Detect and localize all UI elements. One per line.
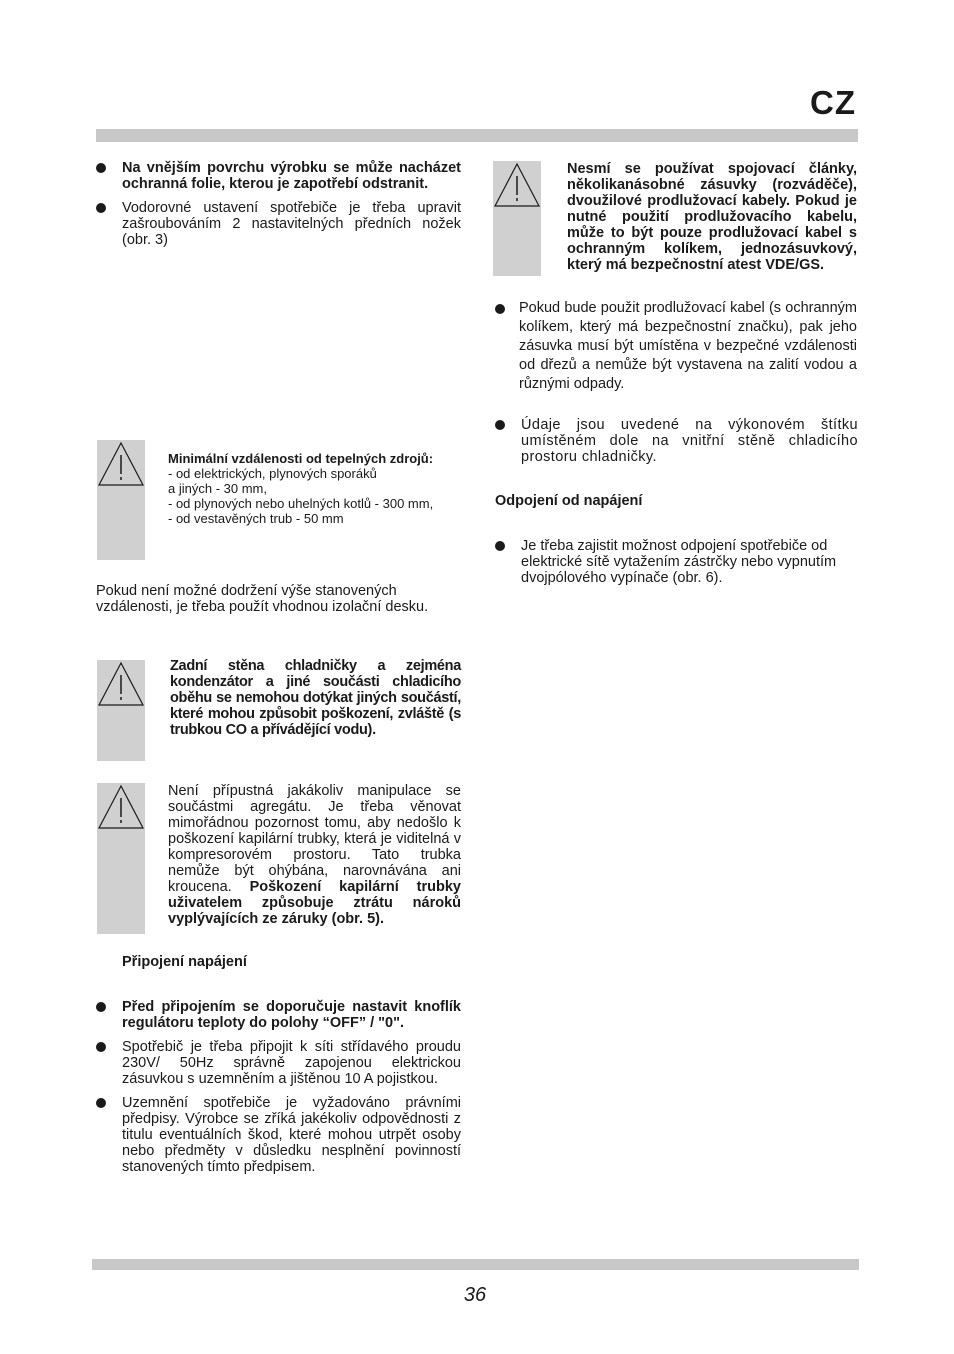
capillary-warning-bold: Poškození kapilární trubky uživatelem způsobuje ztrátu nároků vyplývajících ze záruky (obr. 5).: [168, 879, 461, 927]
page-number: 36: [463, 1284, 487, 1306]
capillary-warning: [168, 783, 461, 927]
note-line: - od elektrických, plynových sporáků: [168, 466, 377, 481]
list-item: Spotřebič je třeba připojit k síti střídavého proudu 230V/ 50Hz správně zapojenou elektrickou zásuvkou s uzemněním a jištěnou 10 A pojistkou.: [96, 1039, 461, 1087]
power-bullet-list: [96, 999, 461, 1183]
warning-box: [493, 161, 541, 276]
extension-cable-warning: Nesmí se používat spojovací články, několikanásobné zásuvky (rozváděče), dvoužilové prodlužovací kabely. Pokud je nutné použití prodlužovacího kabelu, může to být pouze prodlužovací kabel s ochranným kolíkem, jednozásuvkový, který má bezpečnostní atest VDE/GS.: [567, 161, 857, 273]
note-line: - od vestavěných trub - 50 mm: [168, 511, 344, 526]
list-item: Pokud bude použit prodlužovací kabel (s ochranným kolíkem, který má bezpečnostní značku), pak jeho zásuvka musí být umístěna v bezpečné vzdálenosti od dřezů a nemůže být vystavena na zalití vodou a různými odpady.: [495, 299, 857, 394]
footer-divider: [92, 1259, 859, 1270]
note-line: a jiných - 30 mm,: [168, 481, 267, 496]
list-item: Na vnějším povrchu výrobku se může nacházet ochranná folie, kterou je zapotřebí odstranit.: [96, 160, 461, 192]
list-item: Je třeba zajistit možnost odpojení spotřebiče od elektrické sítě vytažením zástrčky nebo vypnutím dvojpólového vypínače (obr. 6).: [495, 538, 858, 586]
bullet-icon: [96, 1042, 106, 1052]
right-bullet-list-1: [495, 299, 857, 402]
back-wall-warning: Zadní stěna chladničky a zejména kondenzátor a jiné součásti chladicího oběhu se nemohou dotýkat jiných součástí, které mohou způsobit poškození, zvláště (s trubkou CO a přívádějící vodu).: [170, 658, 461, 738]
right-bullet-list-2: [495, 417, 858, 473]
list-item: Před připojením se doporučuje nastavit knoflík regulátoru teploty do polohy “OFF” / "0".: [96, 999, 461, 1031]
list-item: Uzemnění spotřebiče je vyžadováno právními předpisy. Výrobce se zříká jakékoliv odpovědnosti z titulu eventuálních škod, které mohou utrpět osoby nebo předměty v důsledku nesplnění povinností stanovených tímto předpisem.: [96, 1095, 461, 1175]
language-code: CZ: [810, 84, 856, 121]
list-item: Vodorovné ustavení spotřebiče je třeba upravit zašroubováním 2 nastavitelných předních nožek (obr. 3): [96, 200, 461, 248]
capillary-warning-text: Není přípustná jakákoliv manipulace se součástmi agregátu. Je třeba věnovat mimořádnou pozornost tomu, aby nedošlo k poškození kapilární trubky, která je viditelná v kompresorovém prostoru. Tato trubka nemůže být ohýbána, narovnávána ani kroucena.: [168, 783, 461, 895]
warning-triangle-icon: [493, 161, 541, 211]
section-heading: Připojení napájení: [122, 954, 247, 970]
bullet-icon: [96, 203, 106, 213]
bullet-icon: [495, 304, 505, 314]
bullet-icon: [96, 163, 106, 173]
header-divider: [96, 129, 858, 142]
min-distance-note: [168, 451, 468, 526]
list-item: Údaje jsou uvedené na výkonovém štítku umístěném dole na vnitřní stěně chladicího prostoru chladničky.: [495, 417, 858, 465]
section-heading: Odpojení od napájení: [495, 493, 643, 509]
warning-triangle-icon: [97, 783, 145, 833]
warning-box: [97, 783, 145, 934]
warning-box: [97, 440, 145, 560]
bullet-icon: [96, 1098, 106, 1108]
warning-triangle-icon: [97, 440, 145, 490]
note-line: - od plynových nebo uhelných kotlů - 300 mm,: [168, 496, 434, 511]
note-title: Minimální vzdálenosti od tepelných zdrojů:: [168, 451, 434, 466]
top-bullet-list: [96, 160, 461, 256]
bullet-icon: [495, 541, 505, 551]
insulation-paragraph: Pokud není možné dodržení výše stanovených vzdálenosti, je třeba použít vhodnou izolační desku.: [96, 583, 429, 615]
bullet-icon: [495, 420, 505, 430]
warning-box: [97, 660, 145, 761]
bullet-icon: [96, 1002, 106, 1012]
right-bullet-list-3: [495, 538, 858, 594]
warning-triangle-icon: [97, 660, 145, 710]
